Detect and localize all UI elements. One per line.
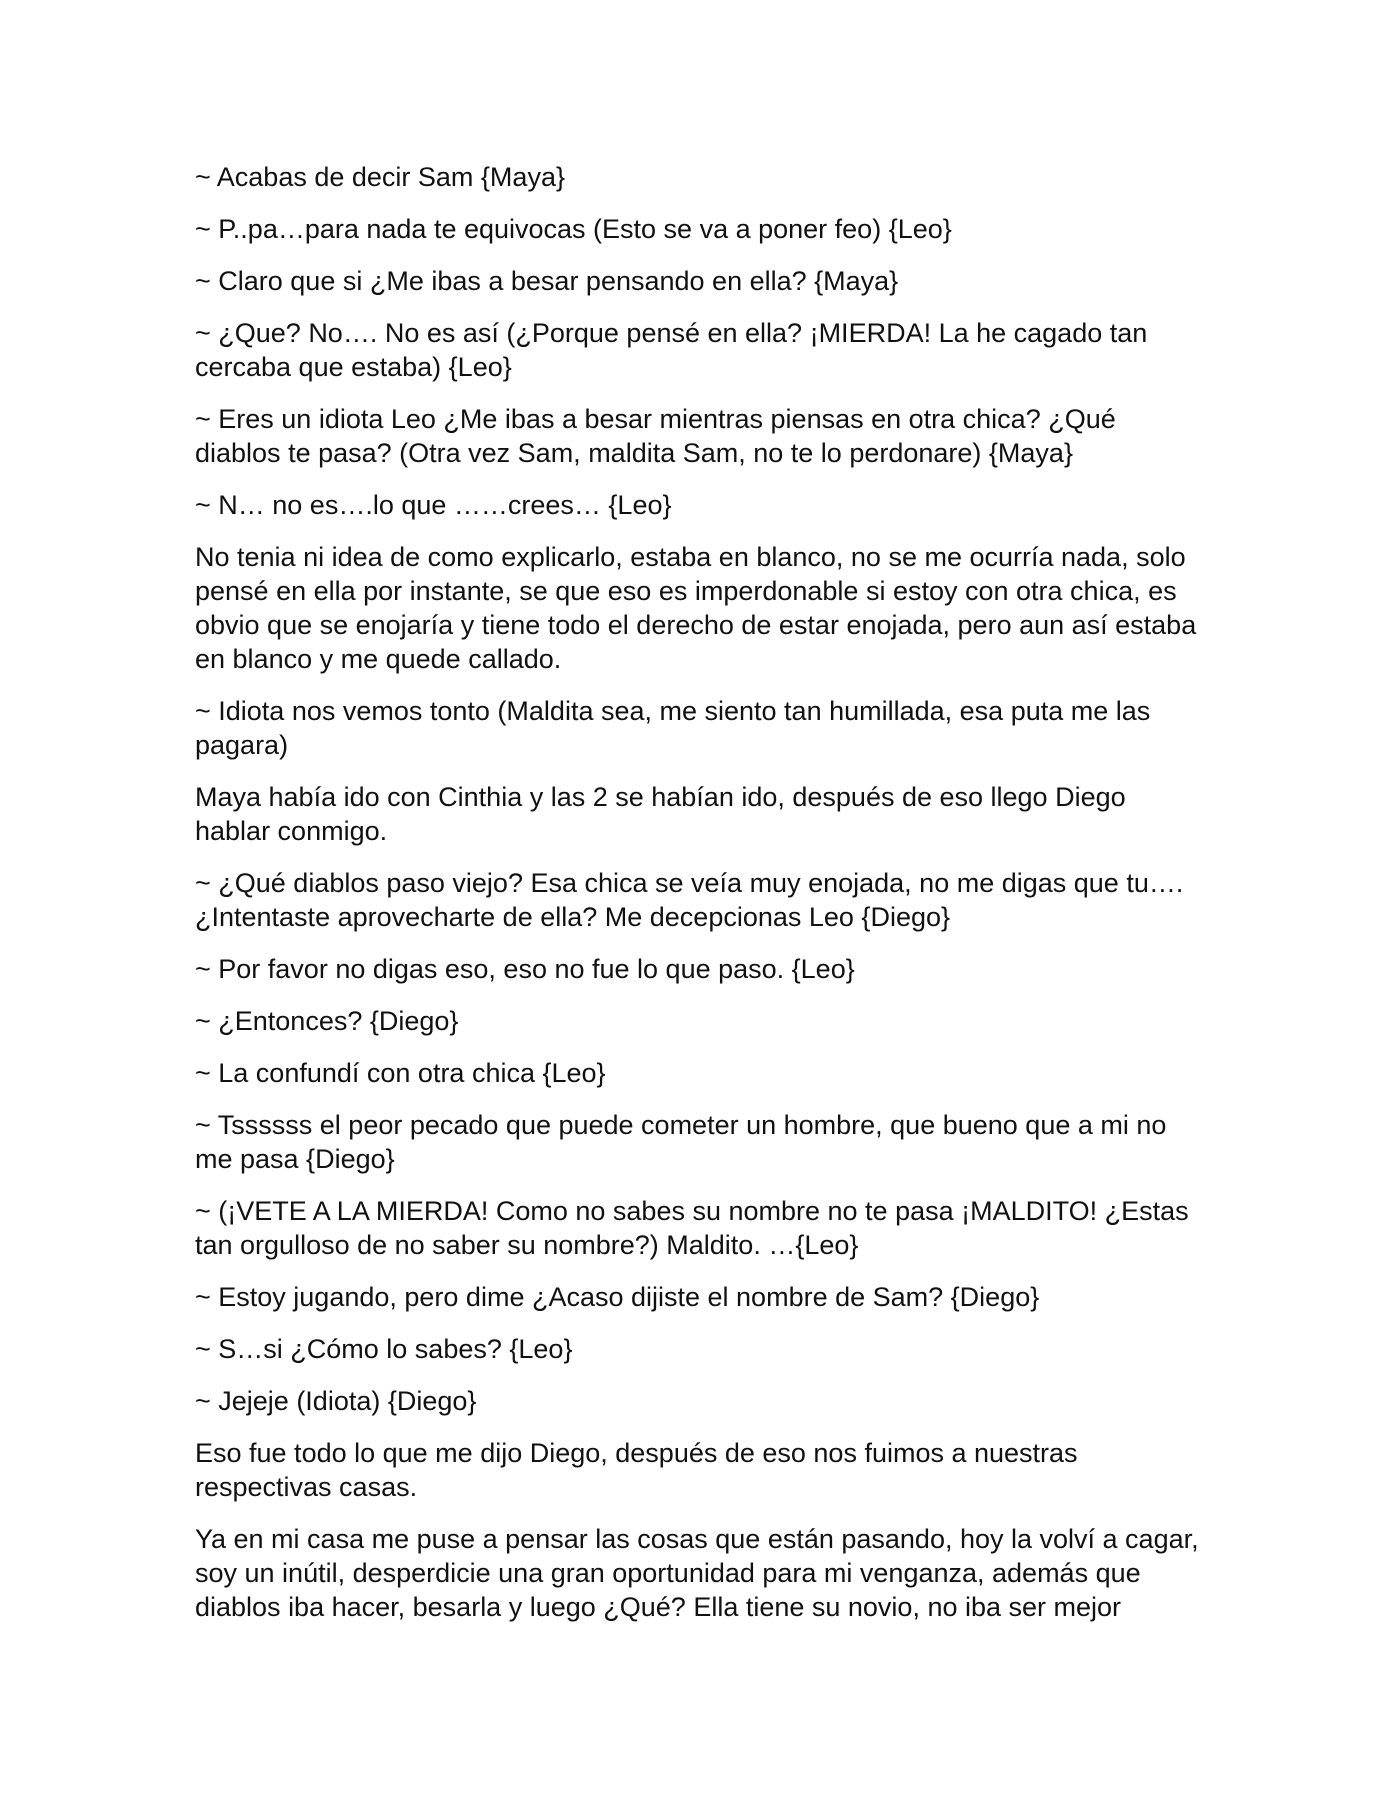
dialogue-line: ~ S…si ¿Cómo lo sabes? {Leo} <box>195 1334 573 1364</box>
dialogue-line: ~ La confundí con otra chica {Leo} <box>195 1058 606 1088</box>
dialogue-line: ~ Idiota nos vemos tonto (Maldita sea, me siento tan humillada, esa puta me las pagara) <box>195 696 1151 760</box>
dialogue-line: ~ Por favor no digas eso, eso no fue lo que paso. {Leo} <box>195 954 855 984</box>
narration-paragraph: Eso fue todo lo que me dijo Diego, después de eso nos fuimos a nuestras respectivas casas. <box>195 1438 1078 1502</box>
dialogue-line: ~ Eres un idiota Leo ¿Me ibas a besar mientras piensas en otra chica? ¿Qué diablos te pasa? (Otra vez Sam, maldita Sam, no te lo perdonare) {Maya} <box>195 404 1116 468</box>
dialogue-line: ~ Jejeje (Idiota) {Diego} <box>195 1386 477 1416</box>
narration-paragraph: No tenia ni idea de como explicarlo, estaba en blanco, no se me ocurría nada, solo pensé en ella por instante, se que eso es imperdonable si estoy con otra chica, es obvio que se enojaría y tiene todo el derecho de estar enojada, pero aun así estaba en blanco y me quede callado. <box>195 542 1197 674</box>
dialogue-line: ~ Acabas de decir Sam {Maya} <box>195 162 565 192</box>
narration-paragraph: Ya en mi casa me puse a pensar las cosas que están pasando, hoy la volví a cagar, soy un inútil, desperdicie una gran oportunidad para mi venganza, además que diablos iba hacer, besarla y luego ¿Qué? Ella tiene su novio, no iba ser mejor <box>195 1524 1199 1622</box>
dialogue-line: ~ Tssssss el peor pecado que puede cometer un hombre, que bueno que a mi no me pasa {Diego} <box>195 1110 1167 1174</box>
document-page <box>195 160 1205 1642</box>
dialogue-line: ~ N… no es….lo que ……crees… {Leo} <box>195 490 672 520</box>
dialogue-line: ~ ¿Entonces? {Diego} <box>195 1006 459 1036</box>
dialogue-line: ~ P..pa…para nada te equivocas (Esto se va a poner feo) {Leo} <box>195 214 952 244</box>
dialogue-line: ~ (¡VETE A LA MIERDA! Como no sabes su nombre no te pasa ¡MALDITO! ¿Estas tan orgulloso de no saber su nombre?) Maldito. …{Leo} <box>195 1196 1189 1260</box>
dialogue-line: ~ ¿Qué diablos paso viejo? Esa chica se veía muy enojada, no me digas que tu…. ¿Intentaste aprovecharte de ella? Me decepcionas Leo {Diego} <box>195 868 1184 932</box>
narration-paragraph: Maya había ido con Cinthia y las 2 se habían ido, después de eso llego Diego hablar conmigo. <box>195 782 1126 846</box>
dialogue-line: ~ Claro que si ¿Me ibas a besar pensando en ella? {Maya} <box>195 266 899 296</box>
dialogue-line: ~ ¿Que? No…. No es así (¿Porque pensé en ella? ¡MIERDA! La he cagado tan cercaba que estaba) {Leo} <box>195 318 1148 382</box>
dialogue-line: ~ Estoy jugando, pero dime ¿Acaso dijiste el nombre de Sam? {Diego} <box>195 1282 1040 1312</box>
